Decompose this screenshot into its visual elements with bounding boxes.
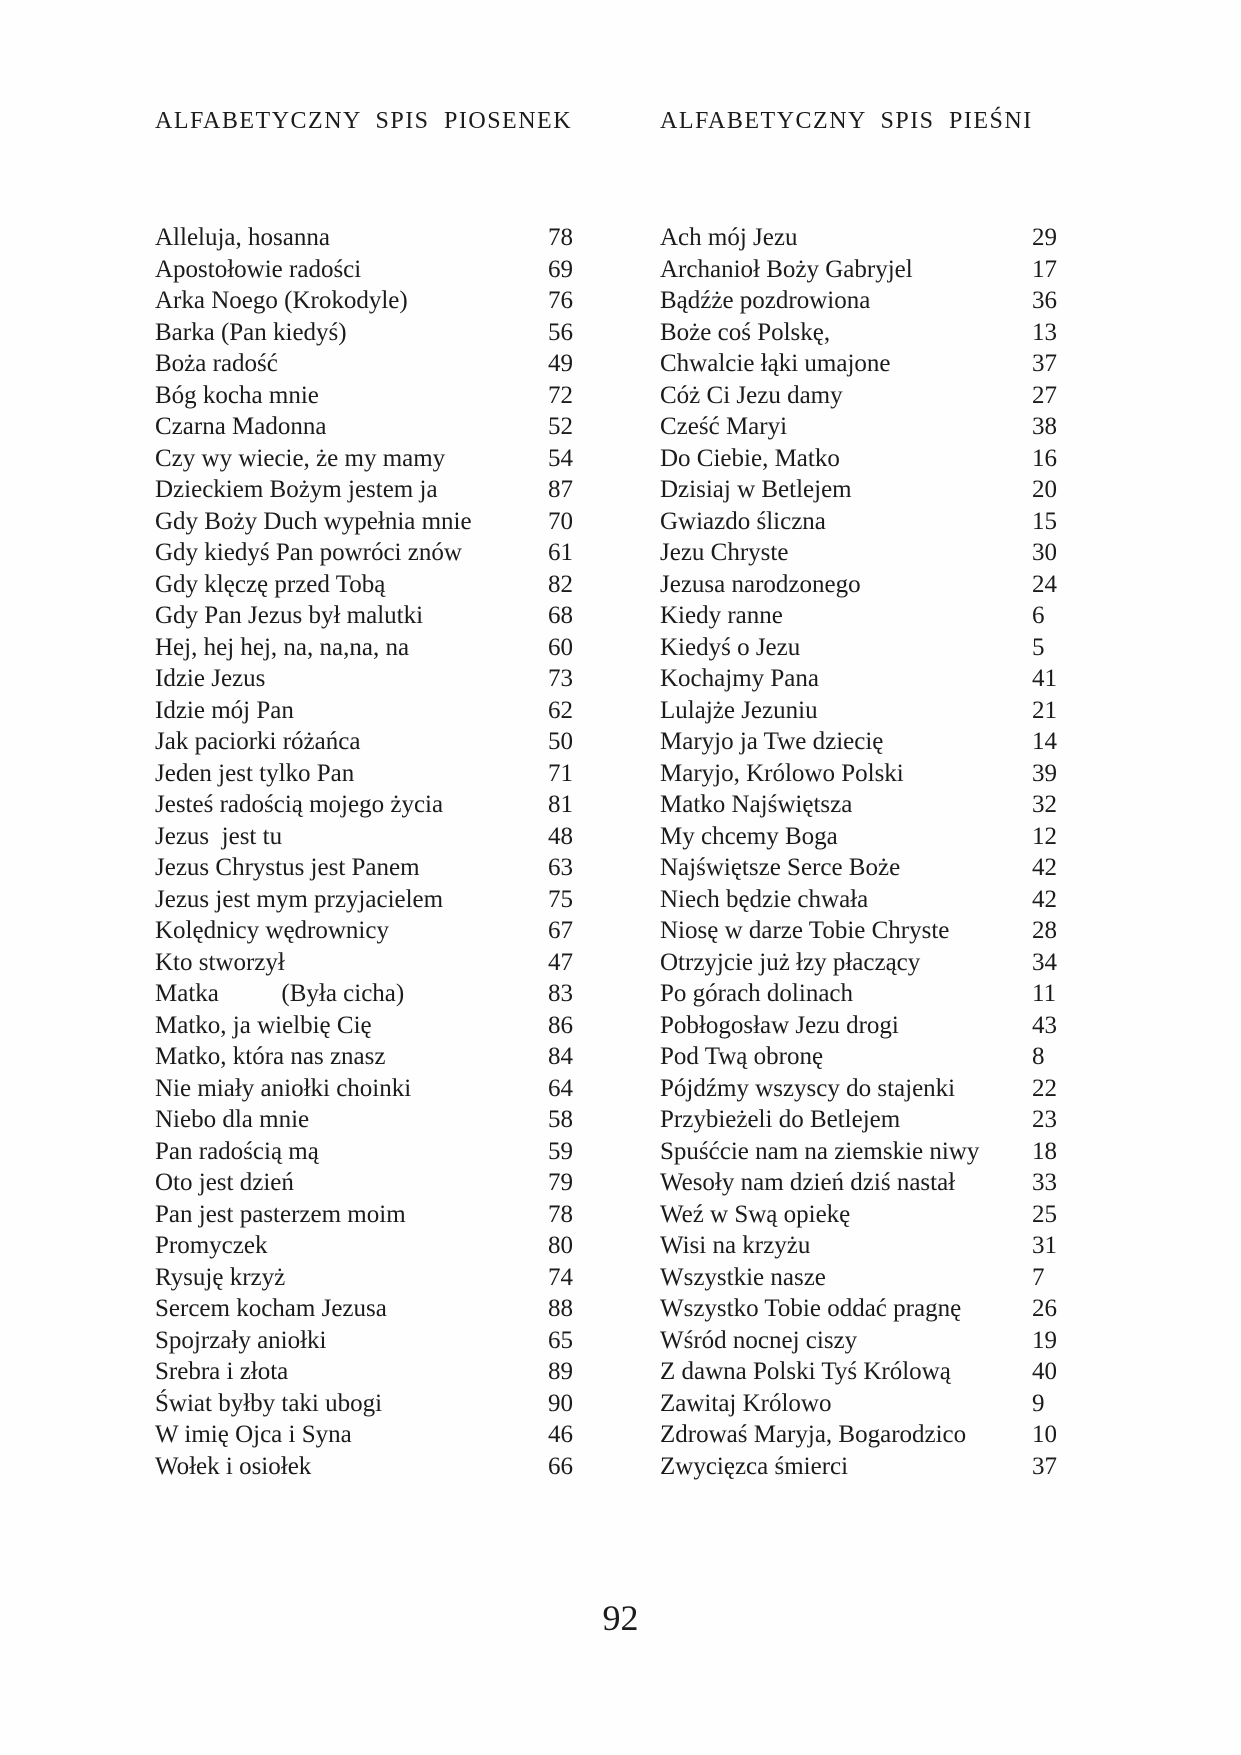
song-title: Najświętsze Serce Boże bbox=[660, 854, 901, 881]
index-entry bbox=[155, 884, 625, 916]
song-page-number: 37 bbox=[1032, 1452, 1057, 1480]
index-entry bbox=[660, 1451, 1110, 1483]
song-title: Idzie mój Pan bbox=[155, 696, 294, 724]
song-title: Wesoły nam dzień dziś nastał bbox=[660, 1169, 956, 1196]
song-page-number: 50 bbox=[548, 728, 573, 755]
index-entry bbox=[155, 852, 625, 884]
song-page-number: 65 bbox=[548, 1326, 573, 1354]
song-title: Lulajże Jezuniu bbox=[660, 696, 818, 724]
index-entry bbox=[660, 1262, 1110, 1294]
song-title: My chcemy Boga bbox=[660, 822, 838, 850]
index-entry bbox=[660, 1041, 1110, 1073]
song-title: Czarna Madonna bbox=[155, 413, 327, 440]
song-page-number: 79 bbox=[548, 1169, 573, 1196]
index-entry bbox=[155, 537, 625, 569]
song-page-number: 78 bbox=[548, 224, 573, 251]
index-entry bbox=[155, 1041, 625, 1073]
song-title: Promyczek bbox=[155, 1232, 268, 1259]
song-page-number: 66 bbox=[548, 1452, 573, 1480]
song-title: Przybieżeli do Betlejem bbox=[660, 1106, 901, 1133]
song-page-number: 43 bbox=[1032, 1011, 1057, 1039]
song-title: Maryjo ja Twe dziecię bbox=[660, 728, 884, 755]
song-page-number: 60 bbox=[548, 633, 573, 661]
song-title: Boże coś Polskę, bbox=[660, 318, 831, 346]
song-title: Jezus jest mym przyjacielem bbox=[155, 885, 444, 913]
song-page-number: 11 bbox=[1032, 980, 1057, 1007]
song-title: Matko Najświętsza bbox=[660, 791, 853, 818]
song-page-number: 86 bbox=[548, 1011, 573, 1039]
song-title: Spojrzały aniołki bbox=[155, 1326, 327, 1354]
song-title: Nie miały aniołki choinki bbox=[155, 1074, 412, 1102]
index-entry bbox=[660, 978, 1110, 1010]
hymns-index-list bbox=[660, 222, 1110, 1482]
index-entry bbox=[660, 915, 1110, 947]
song-page-number: 6 bbox=[1032, 602, 1045, 629]
index-entry bbox=[660, 1325, 1110, 1357]
song-title: Kiedy ranne bbox=[660, 602, 783, 629]
song-title: Wszystkie nasze bbox=[660, 1263, 826, 1291]
index-entry bbox=[660, 1104, 1110, 1136]
song-page-number: 71 bbox=[548, 759, 573, 787]
index-entry bbox=[155, 506, 625, 538]
index-entry bbox=[155, 1136, 625, 1168]
index-entry bbox=[155, 1199, 625, 1231]
song-title: Kto stworzył bbox=[155, 948, 285, 976]
index-entry bbox=[660, 947, 1110, 979]
index-entry bbox=[660, 1388, 1110, 1420]
index-entry bbox=[660, 506, 1110, 538]
song-page-number: 30 bbox=[1032, 539, 1057, 566]
song-page-number: 64 bbox=[548, 1074, 573, 1102]
song-page-number: 36 bbox=[1032, 287, 1057, 314]
song-page-number: 42 bbox=[1032, 854, 1057, 881]
index-entry bbox=[660, 884, 1110, 916]
song-title: Pobłogosław Jezu drogi bbox=[660, 1011, 899, 1039]
index-entry bbox=[155, 411, 625, 443]
song-page-number: 67 bbox=[548, 917, 573, 944]
song-page-number: 68 bbox=[548, 602, 573, 629]
index-entry bbox=[660, 317, 1110, 349]
song-page-number: 18 bbox=[1032, 1137, 1057, 1165]
song-title: Kolędnicy wędrownicy bbox=[155, 917, 389, 944]
index-entry bbox=[155, 1325, 625, 1357]
index-entry bbox=[155, 474, 625, 506]
index-entry bbox=[155, 348, 625, 380]
song-title: Otrzyjcie już łzy płaczący bbox=[660, 948, 921, 976]
index-entry bbox=[660, 663, 1110, 695]
index-entry bbox=[660, 852, 1110, 884]
index-entry bbox=[155, 726, 625, 758]
song-page-number: 62 bbox=[548, 696, 573, 724]
song-page-number: 58 bbox=[548, 1106, 573, 1133]
song-page-number: 72 bbox=[548, 381, 573, 409]
song-title: Bądźże pozdrowiona bbox=[660, 287, 871, 314]
song-page-number: 49 bbox=[548, 350, 573, 377]
index-entry bbox=[660, 569, 1110, 601]
index-entry bbox=[660, 695, 1110, 727]
song-page-number: 37 bbox=[1032, 350, 1057, 377]
song-title: Matka (Była cicha) bbox=[155, 980, 405, 1007]
song-page-number: 15 bbox=[1032, 507, 1057, 535]
song-title: Do Ciebie, Matko bbox=[660, 444, 840, 472]
song-page-number: 13 bbox=[1032, 318, 1057, 346]
index-entry bbox=[660, 222, 1110, 254]
song-page-number: 33 bbox=[1032, 1169, 1057, 1196]
song-title: Gwiazdo śliczna bbox=[660, 507, 826, 535]
index-entry bbox=[155, 758, 625, 790]
song-page-number: 20 bbox=[1032, 476, 1057, 503]
index-entry bbox=[155, 569, 625, 601]
song-page-number: 23 bbox=[1032, 1106, 1057, 1133]
index-entry bbox=[155, 254, 625, 286]
song-page-number: 10 bbox=[1032, 1421, 1057, 1448]
song-page-number: 90 bbox=[548, 1389, 573, 1417]
index-entry bbox=[155, 600, 625, 632]
song-title: Jezus Chrystus jest Panem bbox=[155, 854, 420, 881]
song-title: Dzisiaj w Betlejem bbox=[660, 476, 852, 503]
song-page-number: 32 bbox=[1032, 791, 1057, 818]
index-entry bbox=[660, 254, 1110, 286]
song-page-number: 84 bbox=[548, 1043, 573, 1070]
song-page-number: 16 bbox=[1032, 444, 1057, 472]
index-entry bbox=[660, 1010, 1110, 1042]
song-page-number: 5 bbox=[1032, 633, 1045, 661]
song-title: Chwalcie łąki umajone bbox=[660, 350, 891, 377]
index-entry bbox=[660, 1199, 1110, 1231]
song-title: Niech będzie chwała bbox=[660, 885, 869, 913]
song-title: Alleluja, hosanna bbox=[155, 224, 330, 251]
song-title: Ach mój Jezu bbox=[660, 224, 798, 251]
song-page-number: 70 bbox=[548, 507, 573, 535]
index-entry bbox=[660, 600, 1110, 632]
song-title: Po górach dolinach bbox=[660, 980, 854, 1007]
song-page-number: 24 bbox=[1032, 570, 1057, 598]
index-entry bbox=[155, 222, 625, 254]
index-entry bbox=[660, 1419, 1110, 1451]
song-title: Pójdźmy wszyscy do stajenki bbox=[660, 1074, 956, 1102]
song-page-number: 69 bbox=[548, 255, 573, 283]
song-title: Niebo dla mnie bbox=[155, 1106, 310, 1133]
song-title: Boża radość bbox=[155, 350, 278, 377]
song-page-number: 87 bbox=[548, 476, 573, 503]
song-page-number: 81 bbox=[548, 791, 573, 818]
index-entry bbox=[155, 285, 625, 317]
song-title: Gdy kiedyś Pan powróci znów bbox=[155, 539, 462, 566]
index-entry bbox=[155, 1262, 625, 1294]
song-title: Gdy klęczę przed Tobą bbox=[155, 570, 386, 598]
index-entry bbox=[660, 443, 1110, 475]
page-number: 92 bbox=[602, 1598, 639, 1638]
index-entry bbox=[660, 1293, 1110, 1325]
index-entry bbox=[660, 1167, 1110, 1199]
songs-index-title: ALFABETYCZNY SPIS PIOSENEK bbox=[155, 108, 573, 134]
song-title: Jezusa narodzonego bbox=[660, 570, 861, 598]
index-entry bbox=[660, 821, 1110, 853]
song-title: W imię Ojca i Syna bbox=[155, 1421, 352, 1448]
song-title: Jak paciorki różańca bbox=[155, 728, 361, 755]
song-page-number: 46 bbox=[548, 1421, 573, 1448]
song-title: Srebra i złota bbox=[155, 1358, 289, 1385]
song-page-number: 17 bbox=[1032, 255, 1057, 283]
index-entry bbox=[660, 1356, 1110, 1388]
index-entry bbox=[660, 1230, 1110, 1262]
song-page-number: 73 bbox=[548, 665, 573, 692]
song-title: Świat byłby taki ubogi bbox=[155, 1389, 383, 1417]
song-title: Pan radością mą bbox=[155, 1137, 319, 1165]
song-title: Jeden jest tylko Pan bbox=[155, 759, 355, 787]
index-entry bbox=[155, 1104, 625, 1136]
song-page-number: 47 bbox=[548, 948, 573, 976]
song-title: Maryjo, Królowo Polski bbox=[660, 759, 904, 787]
song-title: Czy wy wiecie, że my mamy bbox=[155, 444, 446, 472]
song-page-number: 52 bbox=[548, 413, 573, 440]
index-entry bbox=[660, 537, 1110, 569]
song-page-number: 9 bbox=[1032, 1389, 1045, 1417]
song-page-number: 7 bbox=[1032, 1263, 1045, 1291]
index-entry bbox=[660, 726, 1110, 758]
index-entry bbox=[660, 789, 1110, 821]
song-page-number: 88 bbox=[548, 1295, 573, 1322]
index-entry bbox=[660, 474, 1110, 506]
song-page-number: 21 bbox=[1032, 696, 1057, 724]
song-title: Zwycięzca śmierci bbox=[660, 1452, 849, 1480]
song-title: Jesteś radością mojego życia bbox=[155, 791, 444, 818]
song-page-number: 29 bbox=[1032, 224, 1057, 251]
index-entry bbox=[155, 1388, 625, 1420]
index-entry bbox=[155, 443, 625, 475]
index-entry bbox=[155, 978, 625, 1010]
index-entry bbox=[155, 663, 625, 695]
song-title: Matko, która nas znasz bbox=[155, 1043, 386, 1070]
index-entry bbox=[155, 915, 625, 947]
song-title: Cześć Maryi bbox=[660, 413, 788, 440]
index-entry bbox=[155, 695, 625, 727]
song-page-number: 83 bbox=[548, 980, 573, 1007]
song-page-number: 63 bbox=[548, 854, 573, 881]
song-title: Rysuję krzyż bbox=[155, 1263, 286, 1291]
song-title: Jezus jest tu bbox=[155, 822, 283, 850]
song-page-number: 14 bbox=[1032, 728, 1057, 755]
index-entry bbox=[155, 632, 625, 664]
index-entry bbox=[660, 1136, 1110, 1168]
song-title: Kiedyś o Jezu bbox=[660, 633, 801, 661]
index-entry bbox=[155, 1451, 625, 1483]
song-page-number: 74 bbox=[548, 1263, 573, 1291]
song-title: Pan jest pasterzem moim bbox=[155, 1200, 406, 1228]
index-entry bbox=[660, 348, 1110, 380]
song-title: Spuśćcie nam na ziemskie niwy bbox=[660, 1137, 980, 1165]
song-page-number: 19 bbox=[1032, 1326, 1057, 1354]
song-title: Zawitaj Królowo bbox=[660, 1389, 832, 1417]
song-page-number: 38 bbox=[1032, 413, 1057, 440]
index-entry bbox=[155, 789, 625, 821]
song-title: Sercem kocham Jezusa bbox=[155, 1295, 387, 1322]
index-entry bbox=[155, 821, 625, 853]
song-title: Wisi na krzyżu bbox=[660, 1232, 811, 1259]
index-entry bbox=[155, 1010, 625, 1042]
song-title: Wszystko Tobie oddać pragnę bbox=[660, 1295, 962, 1322]
song-title: Kochajmy Pana bbox=[660, 665, 819, 692]
song-page-number: 42 bbox=[1032, 885, 1057, 913]
song-title: Pod Twą obronę bbox=[660, 1043, 824, 1070]
song-title: Gdy Boży Duch wypełnia mnie bbox=[155, 507, 472, 535]
song-title: Archanioł Boży Gabryjel bbox=[660, 255, 913, 283]
song-title: Zdrowaś Maryja, Bogarodzico bbox=[660, 1421, 967, 1448]
index-entry bbox=[660, 411, 1110, 443]
song-title: Idzie Jezus bbox=[155, 665, 266, 692]
index-entry bbox=[155, 1356, 625, 1388]
song-page-number: 26 bbox=[1032, 1295, 1057, 1322]
index-entry bbox=[155, 317, 625, 349]
song-page-number: 25 bbox=[1032, 1200, 1057, 1228]
song-page-number: 82 bbox=[548, 570, 573, 598]
song-title: Weź w Swą opiekę bbox=[660, 1200, 851, 1228]
song-title: Arka Noego (Krokodyle) bbox=[155, 287, 408, 314]
song-page-number: 78 bbox=[548, 1200, 573, 1228]
song-title: Dzieckiem Bożym jestem ja bbox=[155, 476, 438, 503]
index-entry bbox=[155, 380, 625, 412]
index-entry bbox=[660, 758, 1110, 790]
song-page-number: 80 bbox=[548, 1232, 573, 1259]
song-title: Oto jest dzień bbox=[155, 1169, 294, 1196]
song-page-number: 48 bbox=[548, 822, 573, 850]
index-entry bbox=[660, 632, 1110, 664]
song-title: Barka (Pan kiedyś) bbox=[155, 318, 347, 346]
song-title: Gdy Pan Jezus był malutki bbox=[155, 602, 424, 629]
song-title: Apostołowie radości bbox=[155, 255, 362, 283]
song-page-number: 54 bbox=[548, 444, 573, 472]
index-entry bbox=[155, 1230, 625, 1262]
index-entry bbox=[155, 1073, 625, 1105]
song-title: Wśród nocnej ciszy bbox=[660, 1326, 858, 1354]
song-page-number: 12 bbox=[1032, 822, 1057, 850]
song-title: Z dawna Polski Tyś Królową bbox=[660, 1358, 951, 1385]
song-title: Cóż Ci Jezu damy bbox=[660, 381, 843, 409]
song-page-number: 61 bbox=[548, 539, 573, 566]
song-title: Matko, ja wielbię Cię bbox=[155, 1011, 372, 1039]
song-title: Wołek i osiołek bbox=[155, 1452, 312, 1480]
song-page-number: 41 bbox=[1032, 665, 1057, 692]
song-page-number: 56 bbox=[548, 318, 573, 346]
song-page-number: 59 bbox=[548, 1137, 573, 1165]
song-title: Jezu Chryste bbox=[660, 539, 789, 566]
index-entry bbox=[155, 947, 625, 979]
song-title: Hej, hej hej, na, na,na, na bbox=[155, 633, 410, 661]
song-page-number: 76 bbox=[548, 287, 573, 314]
index-entry bbox=[155, 1419, 625, 1451]
song-page-number: 28 bbox=[1032, 917, 1057, 944]
song-page-number: 89 bbox=[548, 1358, 573, 1385]
index-entry bbox=[660, 380, 1110, 412]
hymns-index-title: ALFABETYCZNY SPIS PIEŚNI bbox=[660, 108, 1033, 134]
song-page-number: 39 bbox=[1032, 759, 1057, 787]
song-page-number: 34 bbox=[1032, 948, 1057, 976]
song-page-number: 40 bbox=[1032, 1358, 1057, 1385]
index-entry bbox=[155, 1167, 625, 1199]
index-entry bbox=[155, 1293, 625, 1325]
song-page-number: 22 bbox=[1032, 1074, 1057, 1102]
songs-index-list bbox=[155, 222, 625, 1482]
song-title: Niosę w darze Tobie Chryste bbox=[660, 917, 950, 944]
song-page-number: 27 bbox=[1032, 381, 1057, 409]
song-page-number: 31 bbox=[1032, 1232, 1057, 1259]
index-entry bbox=[660, 285, 1110, 317]
index-entry bbox=[660, 1073, 1110, 1105]
song-page-number: 75 bbox=[548, 885, 573, 913]
song-title: Bóg kocha mnie bbox=[155, 381, 319, 409]
song-page-number: 8 bbox=[1032, 1043, 1045, 1070]
